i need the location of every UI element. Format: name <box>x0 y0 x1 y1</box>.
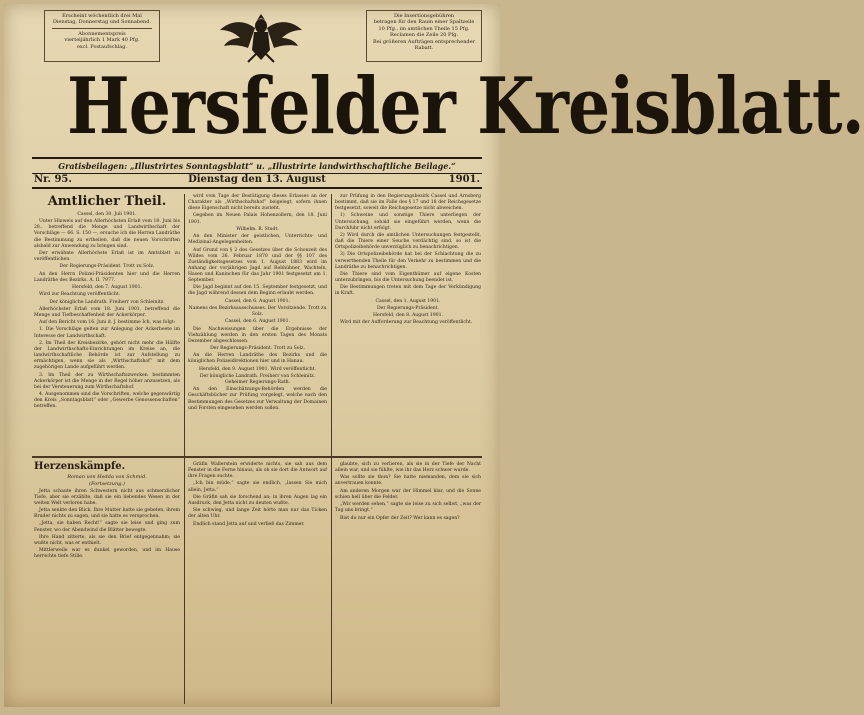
notice-paragraph: zur Prüfung in den Regierungsbezirk Cassel und Arnsberg bestimmt, daß sie im Falle des § 17 und 18 der Reichsgesetze festgesetzt, soweit die Reichsgesetze nicht abweichen. <box>335 194 481 212</box>
notice-paragraph: 4. Ausgenommen sind die Vorschriften, welche gegenwärtig den Kreis „Sonntagsblatt“ oder „Gewerbe Genossenschaften“ betreffen. <box>34 391 180 410</box>
serial-paragraph: Sie schwieg, und lange Zeit hörte man nur das Ticken der alten Uhr. <box>188 508 327 520</box>
subscription-price: vierteljährlich 1 Mark 40 Pfg. <box>64 37 140 44</box>
serial-novel <box>34 460 180 704</box>
serial-paragraph: Die Gräfin sah sie forschend an; in ihren Augen lag ein Ausdruck, den Jetta nicht zu deuten wußte. <box>188 494 327 506</box>
notice-signature: Der Regierungs-Präsident. Trott zu Solz. <box>59 264 155 270</box>
serial-paragraph: Jetta senkte den Blick. Ihre Mutter hatte sie gebeten, ihrem Bruder nichts zu sagen, und sie hatte es versprochen. <box>34 508 180 520</box>
column-rule <box>184 194 185 704</box>
notice-signature: Der Regierungs-Präsident. <box>376 305 440 311</box>
publication-days: Dienstag, Donnerstag und Sonnabend. <box>52 19 152 26</box>
serial-note: (Fortsetzung.) <box>89 481 125 488</box>
official-section <box>34 193 180 453</box>
notice-paragraph: 3) Die Ortspolizeibehörde hat bei der Schlachtung die zu verwerthenden Theile für den Verkehr zu bestimmen und die Landräthe zu benachrichtigen. <box>335 252 481 270</box>
serial-paragraph: Was sollte sie thun? Sie hatte niemanden, dem sie sich anvertrauen konnte. <box>335 475 481 487</box>
newspaper-title: Hersfelder Kreisblatt. <box>67 61 864 152</box>
subscription-box <box>44 10 160 62</box>
serial-paragraph: Ihre Hand zitterte, als sie den Brief entgegennahm; sie wußte nicht, was er enthielt. <box>34 534 180 546</box>
notice-signature: Der Regierungs-Präsident. Trott zu Solz. <box>210 346 305 352</box>
serial-paragraph: „Wir werden sehen,“ sagte sie leise zu sich selbst, „was der Tag uns bringt.“ <box>335 502 481 514</box>
column-rule <box>331 194 332 704</box>
notice-paragraph: wird vom Tage der Bestätigung dieses Erlasses an der Charakter als „Wirthschaftshof“ beigelegt, sofern ihnen diese Eigenschaft nicht bereits zusteht. <box>188 194 327 212</box>
serial-paragraph: Bist du nur ein Opfer der Zeit? Wer kann es sagen? <box>340 515 460 521</box>
newspaper-page <box>4 4 864 707</box>
dateline <box>32 171 482 189</box>
notice-date: Cassel, den 6. August 1901. <box>225 319 290 325</box>
issue-date: Dienstag den 13. August <box>188 174 326 185</box>
notice-paragraph: An den Einschätzungs-Behörden werden die Geschäftsbücher zur Prüfung vorgelegt, welche nach den Bestimmungen des Gesetzes zur Verwaltung der Domainen und Forsten eingesehen werden sollen. <box>188 387 327 411</box>
serial-paragraph: „Jetta, sie haben Recht!“ sagte sie leise und ging zum Fenster, wo der Abendwind die Blätter bewegte. <box>34 521 180 533</box>
serial-title: Herzenskämpfe. <box>34 461 126 472</box>
issue-number: Nr. 95. <box>34 174 72 185</box>
serial-paragraph: Jetta schaute ihren Schwestern nicht aus schmerzlicher Tiefe, aber sie erzählte, daß sie ein liebendes Wesen in der weiten Welt verloren habe. <box>34 488 180 506</box>
notice-date: Cassel, den 1. August 1901. <box>375 298 441 304</box>
rates-line-6: Rabatt. <box>414 45 434 52</box>
rates-line-2: betragen für den Raum einer Spaltzeile <box>373 19 475 26</box>
serial-paragraph: Gräfin Wallerstein erwiderte nichts, sie sah aus dem Fenster in die Ferne hinaus, als ob sie dort die Antwort auf ihre Fragen suchte. <box>188 462 327 480</box>
notice-paragraph: Allerhöchster Erlaß vom 18. Juni 1901, betreffend die Menge und Tiefbeschaffenheit der Ackerkörper. <box>34 306 180 318</box>
notice-signature: Namens des Bezirksausschusses. Der Vorsitzende. Trott zu Solz. <box>188 305 327 317</box>
rates-line-5: Bei größeren Aufträgen entsprechender <box>373 38 475 45</box>
notice-paragraph: Die Thiere sind vom Eigenthümer auf eigene Kosten unterzubringen, bis die Untersuchung beendet ist. <box>335 271 481 283</box>
notice-paragraph: An die Herren Landräthe des Bezirks und die königlichen Polizeidirektionen hier und in Hanau. <box>188 353 327 365</box>
notice-paragraph: 2. Im Theil der Kreisbezirke, gehört nicht mehr die Hälfte der Landwirthschafts-Einrichtungen im Kreise an, die landwirthschaftliche Behörde ist zur Aufstellung zu ermächtigen, wenn sie als „Wirthschaftshof“ mit dem zugehörigen Lande aufgeführt werden. <box>34 340 180 371</box>
subscription-note: excl. Postaufschlag. <box>76 43 128 50</box>
notice-paragraph: Unter Hinweis auf den Allerhöchsten Erlaß vom 18. Juni bis 28., betreffend die Menge und Landwirthschaft der Vorschläge — 66. S. 150 —, ersuche ich die Herren Landräthe die Bestimmung zu ertheilen, daß die neuen Vorschriften alsbald zur Anwendung zu bringen sind. <box>34 219 180 249</box>
notice-date: Hersfeld, den 7. August 1901. <box>72 284 142 290</box>
official-column-3 <box>335 194 481 454</box>
publication-frequency: Erscheint wöchentlich drei Mal <box>62 13 142 19</box>
feuilleton-rule <box>32 456 482 458</box>
serial-paragraph: Mittlerweile war es dunkel geworden, und im Hause herrschte tiefe Stille. <box>34 548 180 560</box>
notice-date: Cassel, den 30. Juli 1901. <box>77 212 137 217</box>
notice-paragraph: 1) Schweine und sonstige Thiere unterliegen der Untersuchung, sobald sie eingeführt werden, wenn die Durchfuhr nicht erfolgt. <box>335 213 481 231</box>
serial-column-3 <box>335 462 481 704</box>
supplements-line: Gratisbeilagen: „Illustrirtes Sonntagsblatt“ u. „Illustrirte landwirthschaftliche Beilage.“ <box>32 157 482 174</box>
notice-paragraph: 1. Die Vorschläge gelten zur Anlegung der Ackerbeete im Interesse der Landwirthschaft. <box>34 327 180 339</box>
serial-paragraph: Am anderen Morgen war der Himmel klar, und die Sonne schien hell über die Felder. <box>335 488 481 500</box>
advertising-rates-box <box>366 10 482 62</box>
notice-paragraph: 2) Wird durch die amtlichen Untersuchungen festgestellt, daß die Thiere einer Seuche verdächtig sind, so ist die Ortspolizeibehörde unverzüglich zu benachrichtigen. <box>335 232 481 251</box>
notice-paragraph: An den Minister der geistlichen, Unterrichts- und Medizinal-Angelegenheiten. <box>188 234 327 246</box>
notice-paragraph: 3. Im Theil der zu Wirthschaftszwecken bestimmten Ackerkörper ist die Menge in der Regel höher anzusetzen, als bei der Versteuerung zum Wirthschaftshof. <box>34 372 180 390</box>
notice-date: Hersfeld, den 9. August 1901. Wird veröffentlicht. <box>199 366 316 372</box>
rates-line-3: 10 Pfg., im amtlichen Theile 15 Pfg. <box>378 25 470 32</box>
notice-paragraph: Wird mit der Aufforderung zur Beachtung veröffentlicht. <box>340 320 473 326</box>
notice-date: Cassel, den 6. August 1901. <box>225 298 290 304</box>
notice-paragraph: Wird zur Beachtung veröffentlicht. <box>39 292 121 298</box>
notice-paragraph: Gegeben im Neuen Palais Hohenzollern, den 18. Juni 1901. <box>188 213 327 225</box>
notice-paragraph: Die Bestimmungen treten mit dem Tage der Verkündigung in Kraft. <box>335 285 481 297</box>
serial-paragraph: „Ich bin müde,“ sagte sie endlich, „lassen Sie mich allein, Jetta.“ <box>188 481 327 493</box>
serial-byline: Roman von Hedda von Schmid. <box>67 474 147 480</box>
issue-year: 1901. <box>448 174 480 185</box>
notice-paragraph: Auf den Bericht vom 16. Juni d. J. bestimme Ich, was folgt: <box>39 320 176 326</box>
notice-paragraph: Der erwähnte Allerhöchste Erlaß ist im Amtsblatt zu veröffentlichen. <box>34 250 180 263</box>
notice-signature: Der königliche Landrath. Freiherr von Schleinitz. Geheimer Regierungs-Rath. <box>199 373 316 386</box>
notice-paragraph: An den Herrn Polizei-Präsidenten hier und die Herren Landräthe des Bezirks. A. II. 7977. <box>34 271 180 283</box>
notice-paragraph: Die Nachweisungen über die Ergebnisse der Viehzählung werden in den ersten Tagen des Monats Dezember abgeschlossen. <box>188 326 327 344</box>
notice-paragraph: Die Jagd beginnt auf den 15. September festgesetzt, und die Jagd während dessen dem Beginn erlaubt werden. <box>188 285 327 297</box>
serial-column-2 <box>188 462 327 704</box>
notice-paragraph: Auf Grund von § 2 des Gesetzes über die Schonzeit des Wildes vom 26. Februar 1870 und der §§ 107 des Zuständigkeitsgesetzes vom 1. August 1883 wird im Anhang der vorjährigen Jagd auf Rebhühner, Wachteln, Hasen und Kaninchen für das Jahr 1901 festgesetzt am 1. September. <box>188 247 327 283</box>
official-column-2 <box>188 194 327 454</box>
subscription-label: Abonnementspreis <box>78 30 126 37</box>
eagle-emblem-icon <box>218 8 304 64</box>
rates-line-1: Die Insertionsgebühren <box>393 13 455 19</box>
serial-paragraph: Endlich stand Jetta auf und verließ das Zimmer. <box>193 521 305 527</box>
serial-paragraph: glaubte, sich zu verlieren, als sie in der Tiefe der Nacht allein war, und sie fühlte, wie ihr das Herz schwer wurde. <box>335 462 481 474</box>
rates-line-4: Reclamen die Zeile 20 Pfg. <box>389 32 459 39</box>
notice-signature: Wilhelm. R. Studt. <box>236 226 279 232</box>
notice-signature: Der königliche Landrath. Freiherr von Schleinitz. <box>49 299 165 305</box>
notice-date: Hersfeld, den 8. August 1901. <box>373 313 443 319</box>
official-section-heading: Amtlicher Theil. <box>47 194 167 209</box>
